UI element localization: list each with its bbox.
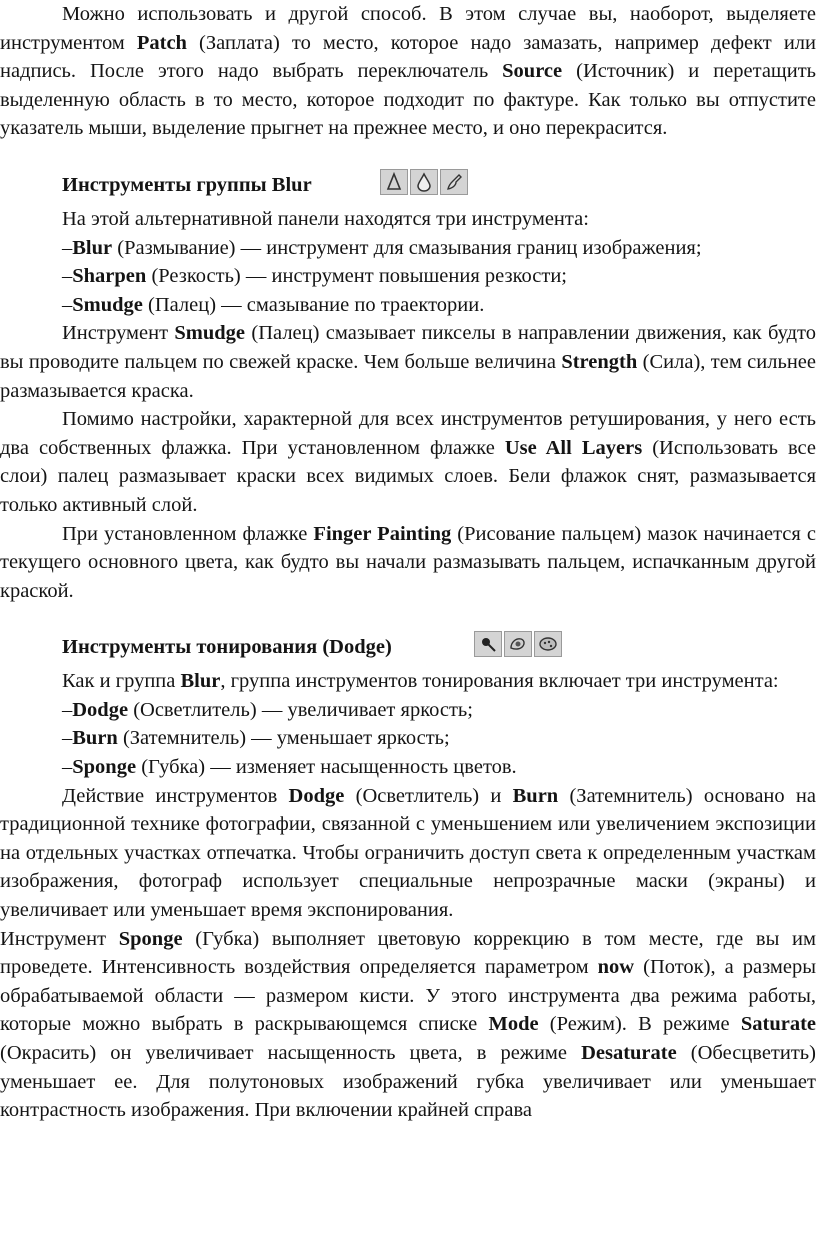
text: (Затемнитель) — уменьшает яркость; bbox=[117, 727, 450, 750]
text: (Рисование пальцем) мазок начинается с текущего основного цвета, как будто вы начали размазывать пальцем, испачканным другой краской. bbox=[0, 522, 816, 602]
paragraph-smudge bbox=[0, 319, 816, 405]
term-blur: Blur bbox=[180, 670, 221, 693]
text: Инструмент bbox=[62, 322, 175, 345]
term-dodge: Dodge bbox=[72, 698, 129, 721]
term-dodge: Dodge bbox=[288, 784, 345, 807]
text: Как и группа bbox=[62, 670, 181, 693]
text: (Поток), а размеры обрабатываемой области — размером кисти. У этого инструмента два режима работы, которые можно выбрать в раскрывающемся списке bbox=[0, 956, 816, 1036]
dash: – bbox=[62, 293, 73, 316]
list-item-dodge bbox=[0, 696, 816, 725]
text: (Губка) — изменяет насыщенность цветов. bbox=[136, 756, 517, 779]
text: Можно использовать и другой способ. В этом случае вы, наоборот, выделяете инструментом bbox=[0, 3, 816, 54]
burn-hand-icon bbox=[504, 631, 532, 657]
blur-intro: На этой альтернативной панели находятся три инструмента: bbox=[62, 207, 589, 230]
text: Инструмент bbox=[0, 927, 119, 950]
dodge-toolbar-image bbox=[474, 631, 562, 657]
text: (Режим). В режиме bbox=[538, 1013, 741, 1036]
term-source: Source bbox=[502, 60, 563, 83]
paragraph-patch bbox=[0, 0, 816, 143]
term-smudge: Smudge bbox=[174, 322, 246, 345]
sponge-icon bbox=[534, 631, 562, 657]
dodge-section-heading bbox=[0, 627, 816, 667]
sharpen-drop-icon bbox=[410, 169, 438, 195]
paragraph-finger-painting bbox=[0, 520, 816, 606]
heading-title: Инструменты группы Blur bbox=[62, 173, 312, 196]
text: (Сила), тем сильнее размазывается краска. bbox=[0, 350, 816, 402]
text: При установленном флажке bbox=[62, 522, 314, 545]
blur-section-heading bbox=[0, 165, 816, 205]
blur-toolbar-image bbox=[380, 169, 468, 195]
term-burn: Burn bbox=[512, 784, 559, 807]
text: (Заплата) то место, которое надо замазать, например дефект или надпись. После этого надо выбрать переключатель bbox=[0, 31, 816, 83]
paragraph-flags bbox=[0, 405, 816, 519]
term-sharpen: Sharpen bbox=[72, 265, 147, 288]
list-item-sponge bbox=[0, 753, 816, 782]
paragraph-sponge bbox=[0, 925, 816, 1125]
term-finger-painting: Finger Painting bbox=[313, 522, 452, 545]
text: Помимо настройки, характерной для всех инструментов ретуширования, у него есть два собственных флажка. При установленном флажке bbox=[0, 408, 816, 459]
dash: – bbox=[62, 698, 73, 721]
text: (Осветлитель) и bbox=[344, 784, 513, 807]
term-flow: now bbox=[597, 956, 635, 979]
text: (Обесцветить) уменьшает ее. Для полутоновых изображений губка увеличивает или уменьшает контрастность изображения. При включении крайней справа bbox=[0, 1042, 816, 1122]
list-item-sharpen bbox=[0, 262, 816, 291]
term-sponge: Sponge bbox=[118, 927, 183, 950]
dodge-icon bbox=[474, 631, 502, 657]
text: (Осветлитель) — увеличивает яркость; bbox=[128, 698, 473, 721]
text: (Источник) и перетащить выделенную область в то место, которое подходит по фактуре. Как только вы отпустите указатель мыши, выделение прыгнет на прежнее место, и оно перекрасится. bbox=[0, 60, 816, 140]
text: (Окрасить) он увеличивает насыщенность цвета, в режиме bbox=[0, 1042, 582, 1064]
list-item-smudge bbox=[0, 291, 816, 320]
dash: – bbox=[62, 265, 73, 288]
paragraph-dodge-burn-action bbox=[0, 782, 816, 925]
term-mode: Mode bbox=[488, 1013, 539, 1036]
text: (Использовать все слои) палец размазывает краски всех видимых слоев. Бели флажок снят, размазывается только активный слой. bbox=[0, 436, 816, 516]
heading-title: Инструменты тонирования (Dodge) bbox=[62, 636, 392, 659]
text: (Губка) выполняет цветовую коррекцию в том месте, где вы им проведете. Интенсивность воздействия определяется параметром bbox=[0, 927, 816, 979]
term-patch: Patch bbox=[136, 31, 187, 54]
term-strength: Strength bbox=[561, 350, 638, 373]
list-item-burn bbox=[0, 724, 816, 753]
text: Действие инструментов bbox=[62, 784, 289, 807]
text: (Палец) — смазывание по траектории. bbox=[142, 293, 485, 316]
blur-drop-icon bbox=[380, 169, 408, 195]
text: , группа инструментов тонирования включает три инструмента: bbox=[220, 670, 779, 693]
text: (Затемнитель) основано на традиционной технике фотографии, связанной с уменьшением или увеличением экспозиции на отдельных участках отпечатка. Чтобы ограничить доступ света к определенным участкам изображения, фотограф использует специальные непрозрачные маски (экраны) и увеличивает или уменьшает время экспонирования. bbox=[0, 784, 816, 922]
term-blur: Blur bbox=[72, 236, 113, 259]
dash: – bbox=[62, 756, 73, 779]
text: (Резкость) — инструмент повышения резкости; bbox=[146, 265, 567, 288]
term-saturate: Saturate bbox=[740, 1013, 816, 1036]
term-desaturate: Desaturate bbox=[581, 1042, 677, 1064]
term-smudge: Smudge bbox=[72, 293, 143, 316]
dash: – bbox=[62, 727, 73, 750]
term-sponge: Sponge bbox=[72, 756, 137, 779]
text: (Размывание) — инструмент для смазывания границ изображения; bbox=[112, 236, 702, 259]
term-burn: Burn bbox=[72, 727, 118, 750]
term-use-all-layers: Use All Layers bbox=[504, 436, 643, 459]
dash: – bbox=[62, 236, 73, 259]
text: (Палец) смазывает пикселы в направлении движения, как будто вы проводите пальцем по свежей краске. Чем больше величина bbox=[0, 322, 816, 373]
list-item-blur bbox=[0, 234, 816, 263]
paragraph-dodge-intro bbox=[0, 667, 816, 696]
smudge-finger-icon bbox=[440, 169, 468, 195]
